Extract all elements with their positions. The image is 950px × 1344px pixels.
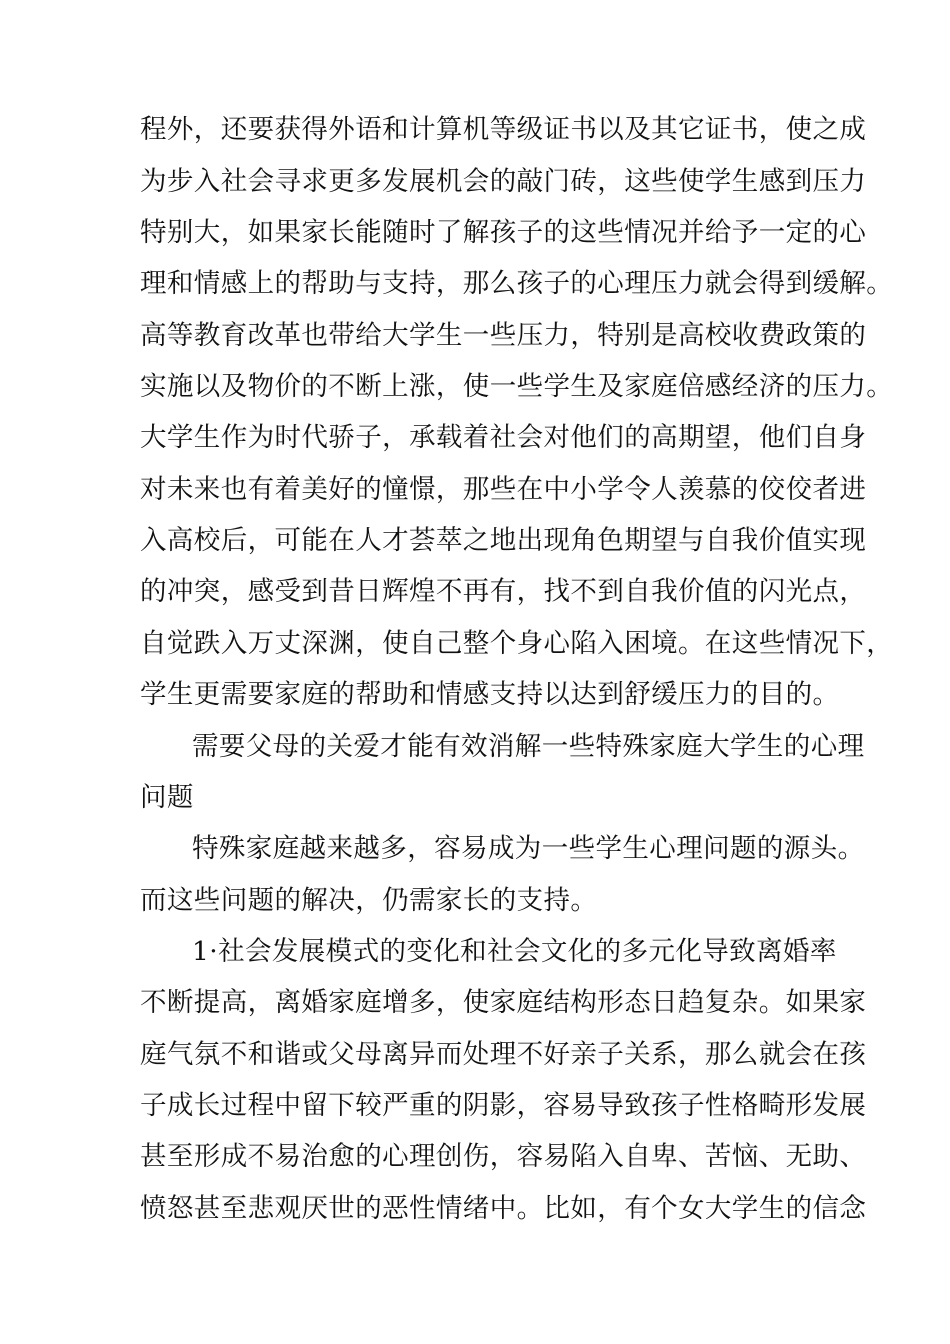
text-line: 大学生作为时代骄子，承载着社会对他们的高期望，他们自身: [140, 422, 867, 453]
text-line: 入高校后，可能在人才荟萃之地出现角色期望与自我价值实现: [140, 525, 867, 556]
text-line: 特别大，如果家长能随时了解孩子的这些情况并给予一定的心: [140, 217, 867, 248]
text-line: 特殊家庭越来越多，容易成为一些学生心理问题的源头。: [192, 833, 865, 864]
text-line: 子成长过程中留下较严重的阴影，容易导致孩子性格畸形发展: [140, 1090, 867, 1121]
section-heading-line: 需要父母的关爱才能有效消解一些特殊家庭大学生的心理: [192, 731, 865, 762]
text-line: 而这些问题的解决，仍需家长的支持。: [140, 885, 598, 916]
text-line: 的冲突，感受到昔日辉煌不再有，找不到自我价值的闪光点，: [140, 576, 867, 607]
text-line: 庭气氛不和谐或父母离异而处理不好亲子关系，那么就会在孩: [140, 1039, 867, 1070]
text-line: 愤怒甚至悲观厌世的恶性情绪中。比如，有个女大学生的信念: [140, 1193, 867, 1224]
text-line: 实施以及物价的不断上涨，使一些学生及家庭倍感经济的压力。: [140, 371, 894, 402]
text-line: 为步入社会寻求更多发展机会的敲门砖，这些使学生感到压力: [140, 166, 867, 197]
text-line: 理和情感上的帮助与支持，那么孩子的心理压力就会得到缓解。: [140, 268, 894, 299]
text-line: 自觉跌入万丈深渊，使自己整个身心陷入困境。在这些情况下，: [140, 628, 894, 659]
text-line: 程外，还要获得外语和计算机等级证书以及其它证书，使之成: [140, 114, 867, 145]
text-line: 1·社会发展模式的变化和社会文化的多元化导致离婚率: [192, 936, 837, 967]
section-heading-line: 问题: [140, 782, 194, 813]
text-line: 不断提高，离婚家庭增多，使家庭结构形态日趋复杂。如果家: [140, 987, 867, 1018]
text-line: 对未来也有着美好的憧憬，那些在中小学令人羡慕的佼佼者进: [140, 474, 867, 505]
text-line: 学生更需要家庭的帮助和情感支持以达到舒缓压力的目的。: [140, 679, 840, 710]
text-line: 高等教育改革也带给大学生一些压力，特别是高校收费政策的: [140, 320, 867, 351]
text-line: 甚至形成不易治愈的心理创伤，容易陷入自卑、苦恼、无助、: [140, 1141, 867, 1172]
